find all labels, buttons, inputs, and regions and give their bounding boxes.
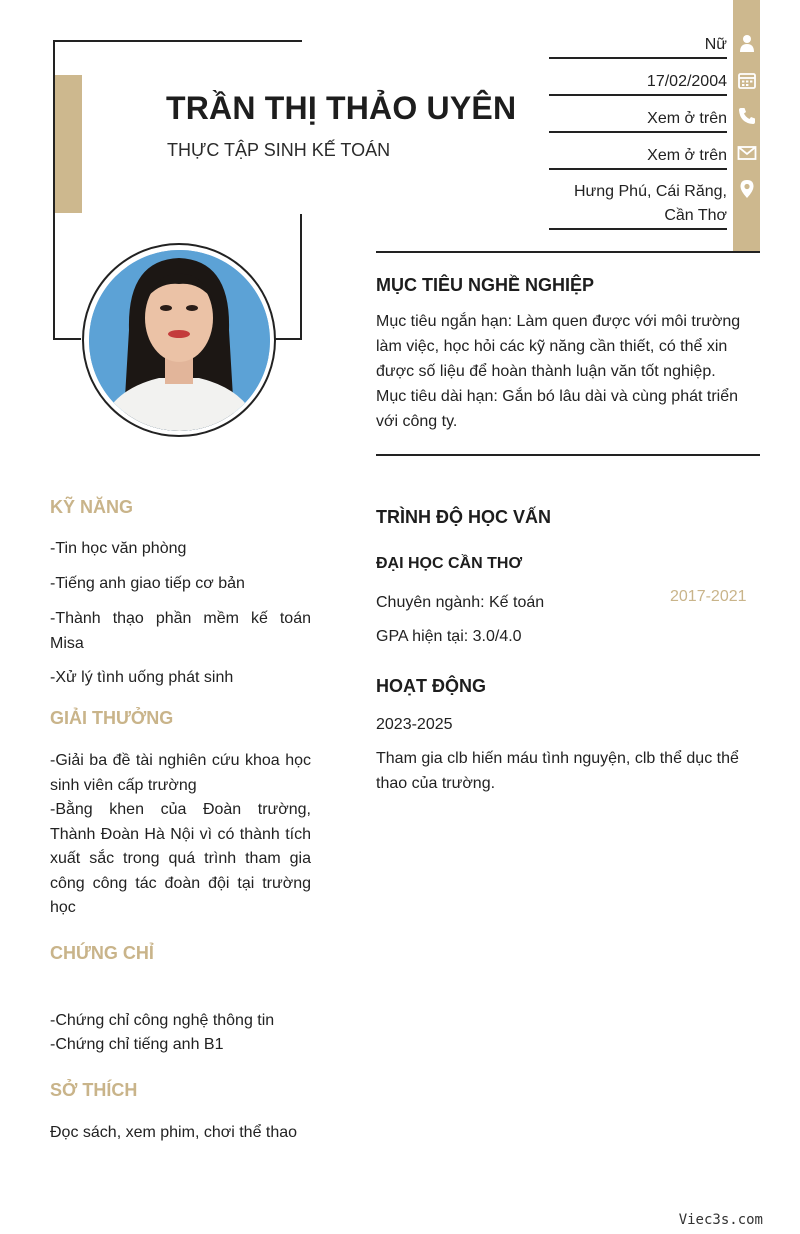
contact-gender: Nữ <box>549 33 727 59</box>
contact-address-line1: Hưng Phú, Cái Răng, <box>573 183 727 200</box>
activities-heading: HOẠT ĐỘNG <box>376 676 486 696</box>
calendar-icon <box>737 70 757 90</box>
contact-birthdate: 17/02/2004 <box>549 70 727 96</box>
site-watermark: Viec3s.com <box>678 1212 763 1228</box>
contact-email: Xem ở trên <box>549 144 727 170</box>
hobbies-text: Đọc sách, xem phim, chơi thể thao <box>50 1124 298 1141</box>
divider-top <box>376 251 760 253</box>
phone-icon <box>737 106 757 126</box>
hobbies-heading: SỞ THÍCH <box>50 1080 138 1100</box>
awards-heading: GIẢI THƯỞNG <box>50 708 174 728</box>
skill-item: -Thành thạo phần mềm kế toán Misa <box>50 610 311 652</box>
header-frame-top <box>53 40 302 42</box>
contact-address-line2: Cần Thơ <box>664 207 727 224</box>
accent-block <box>55 75 82 213</box>
profile-photo <box>89 250 270 431</box>
skill-item: -Tiếng anh giao tiếp cơ bản <box>50 575 245 592</box>
certificate-item: -Chứng chỉ tiếng anh B1 <box>50 1036 224 1053</box>
certificates-heading: CHỨNG CHỈ <box>50 943 154 963</box>
skills-heading: KỸ NĂNG <box>50 497 134 517</box>
education-years: 2017-2021 <box>670 588 747 605</box>
award-item: -Giải ba đề tài nghiên cứu khoa học sinh viên cấp trường <box>50 752 311 794</box>
objective-heading: MỤC TIÊU NGHỀ NGHIỆP <box>376 275 595 295</box>
divider-bottom <box>376 454 760 456</box>
header-frame-right <box>300 212 302 340</box>
person-icon <box>737 33 757 53</box>
activities-description: Tham gia clb hiến máu tình nguyện, clb thể dục thể thao của trường. <box>376 750 739 792</box>
candidate-role: THỰC TẬP SINH KẾ TOÁN <box>167 140 391 160</box>
objective-long-term: Mục tiêu dài hạn: Gắn bó lâu dài và cùng phát triển với công ty. <box>376 388 739 430</box>
contact-phone: Xem ở trên <box>549 107 727 133</box>
award-item: -Bằng khen của Đoàn trường, Thành Đoàn Hà Nội vì có thành tích xuất sắc trong quá trình tham gia công công tác đoàn đội tại trường học <box>50 801 311 916</box>
mail-icon <box>737 143 757 163</box>
contact-address <box>549 180 727 230</box>
education-major: Chuyên ngành: Kế toán <box>376 594 545 611</box>
header-frame-bottom-left <box>53 338 81 340</box>
skill-item: -Xử lý tình uống phát sinh <box>50 669 234 686</box>
certificate-item: -Chứng chỉ công nghệ thông tin <box>50 1012 275 1029</box>
header-frame-bottom-right <box>274 338 302 340</box>
activities-period: 2023-2025 <box>376 716 453 733</box>
objective-short-term: Mục tiêu ngắn hạn: Làm quen được với môi trường làm việc, học hỏi các kỹ năng cần thiết, có thể xin được số liệu để hoàn thành luận văn tốt nghiệp. <box>376 313 741 380</box>
skill-item: -Tin học văn phòng <box>50 540 187 557</box>
school-name: ĐẠI HỌC CẦN THƠ <box>376 555 523 572</box>
objective-text <box>376 309 760 434</box>
candidate-name: TRẦN THỊ THẢO UYÊN <box>166 90 517 126</box>
location-icon <box>737 179 757 199</box>
education-heading: TRÌNH ĐỘ HỌC VẤN <box>376 507 551 527</box>
education-gpa: GPA hiện tại: 3.0/4.0 <box>376 628 522 645</box>
